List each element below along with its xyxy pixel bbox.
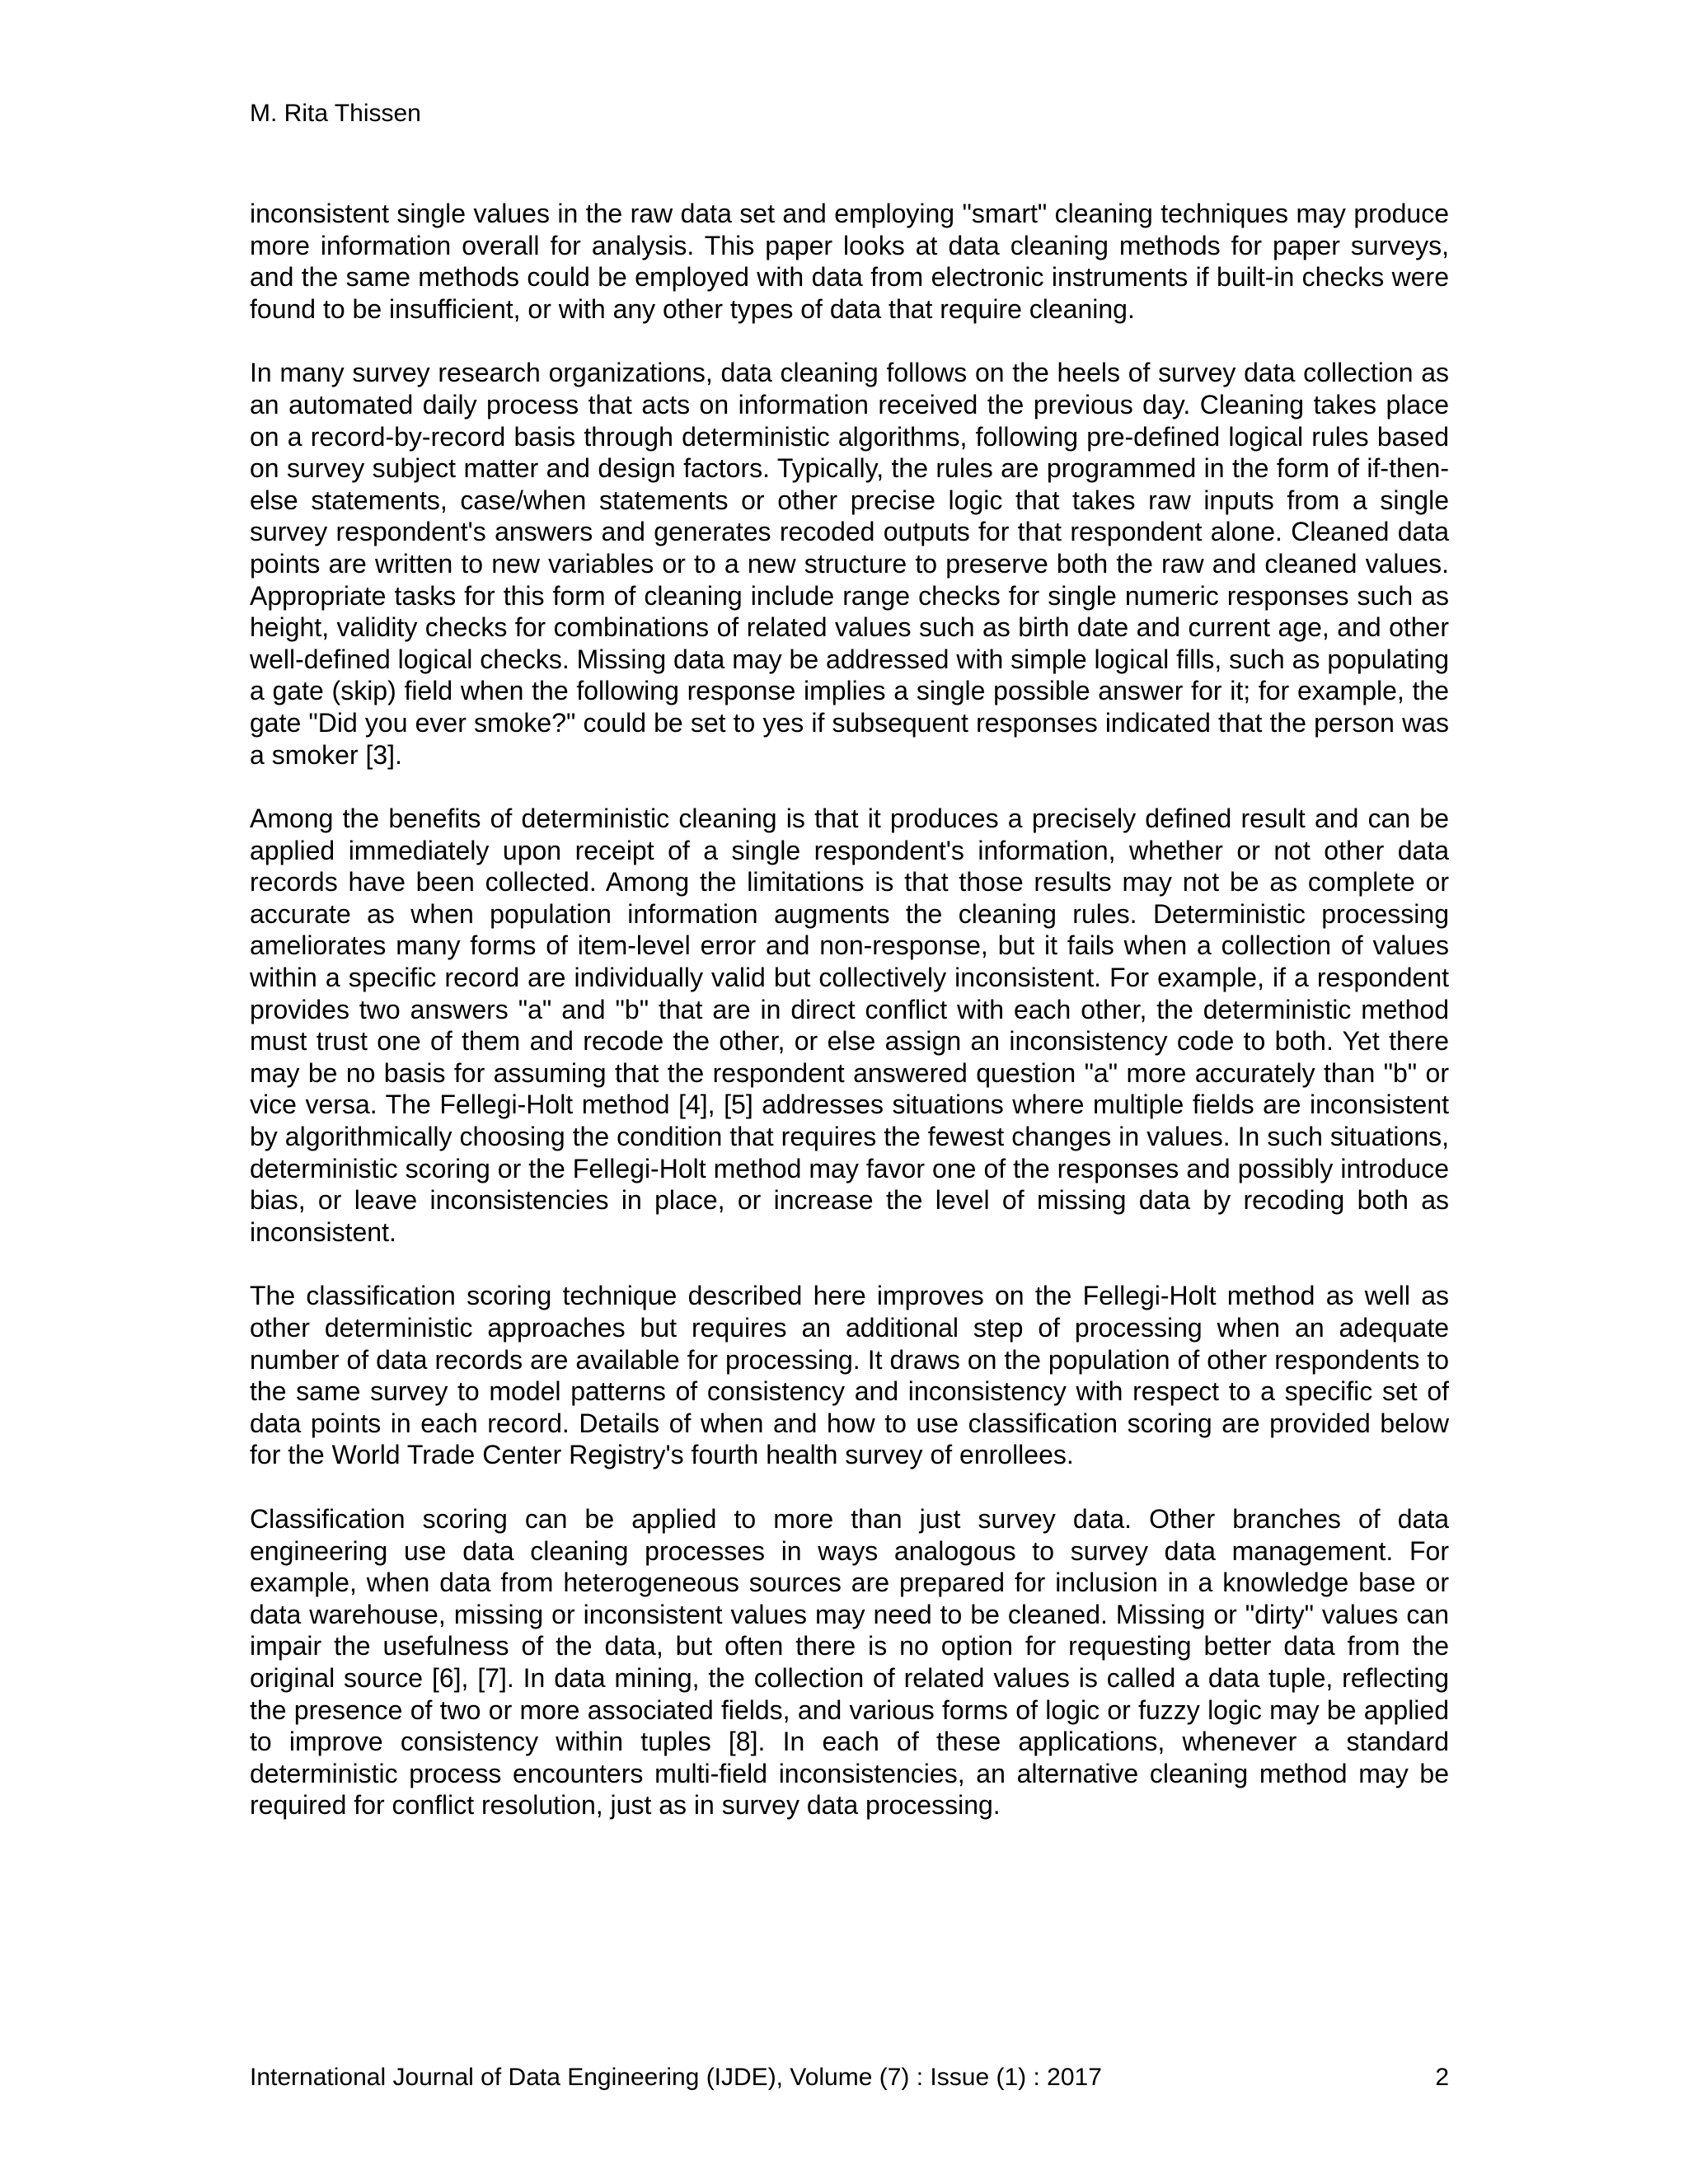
running-header-author: M. Rita Thissen bbox=[250, 100, 421, 127]
page-number: 2 bbox=[1435, 2064, 1449, 2091]
paragraph: inconsistent single values in the raw data set and employing "smart" cleaning techniques may produce more information overall for analysis. This paper looks at data cleaning methods for paper surveys, and the same methods could be employed with data from electronic instruments if built-in checks were found to be insufficient, or with any other types of data that require cleaning. bbox=[250, 199, 1449, 324]
paragraph: Among the benefits of deterministic cleaning is that it produces a precisely defined result and can be applied immediately upon receipt of a single respondent's information, whether or not other data records have been collected. Among the limitations is that those results may not be as complete or accurate as when population information augments the cleaning rules. Deterministic processing ameliorates many forms of item-level error and non-response, but it fails when a collection of values within a specific record are individually valid but collectively inconsistent. For example, if a respondent provides two answers "a" and "b" that are in direct conflict with each other, the deterministic method must trust one of them and recode the other, or else assign an inconsistency code to both. Yet there may be no basis for assuming that the respondent answered question "a" more accurately than "b" or vice versa. The Fellegi-Holt method [4], [5] addresses situations where multiple fields are inconsistent by algorithmically choosing the condition that requires the fewest changes in values. In such situations, deterministic scoring or the Fellegi-Holt method may favor one of the responses and possibly introduce bias, or leave inconsistencies in place, or increase the level of missing data by recoding both as inconsistent. bbox=[250, 804, 1449, 1247]
article-body bbox=[250, 198, 1449, 1854]
paragraph: In many survey research organizations, data cleaning follows on the heels of survey data collection as an automated daily process that acts on information received the previous day. Cleaning takes place on a record-by-record basis through deterministic algorithms, following pre-defined logical rules based on survey subject matter and design factors. Typically, the rules are programmed in the form of if-then-else statements, case/when statements or other precise logic that takes raw inputs from a single survey respondent's answers and generates recoded outputs for that respondent alone. Cleaned data points are written to new variables or to a new structure to preserve both the raw and cleaned values. Appropriate tasks for this form of cleaning include range checks for single numeric responses such as height, validity checks for combinations of related values such as birth date and current age, and other well-defined logical checks. Missing data may be addressed with simple logical fills, such as populating a gate (skip) field when the following response implies a single possible answer for it; for example, the gate "Did you ever smoke?" could be set to yes if subsequent responses indicated that the person was a smoker [3]. bbox=[250, 358, 1449, 770]
paragraph: Classification scoring can be applied to more than just survey data. Other branches of data engineering use data cleaning processes in ways analogous to survey data management. For example, when data from heterogeneous sources are prepared for inclusion in a knowledge base or data warehouse, missing or inconsistent values may need to be cleaned. Missing or "dirty" values can impair the usefulness of the data, but often there is no option for requesting better data from the original source [6], [7]. In data mining, the collection of related values is called a data tuple, reflecting the presence of two or more associated fields, and various forms of logic or fuzzy logic may be applied to improve consistency within tuples [8]. In each of these applications, whenever a standard deterministic process encounters multi-field inconsistencies, an alternative cleaning method may be required for conflict resolution, just as in survey data processing. bbox=[250, 1503, 1449, 1821]
paragraph: The classification scoring technique described here improves on the Fellegi-Holt method as well as other deterministic approaches but requires an additional step of processing when an adequate number of data records are available for processing. It draws on the population of other respondents to the same survey to model patterns of consistency and inconsistency with respect to a specific set of data points in each record. Details of when and how to use classification scoring are provided below for the World Trade Center Registry's fourth health survey of enrollees. bbox=[250, 1281, 1449, 1470]
footer-journal-citation: International Journal of Data Engineering (IJDE), Volume (7) : Issue (1) : 2017 bbox=[250, 2064, 1102, 2091]
